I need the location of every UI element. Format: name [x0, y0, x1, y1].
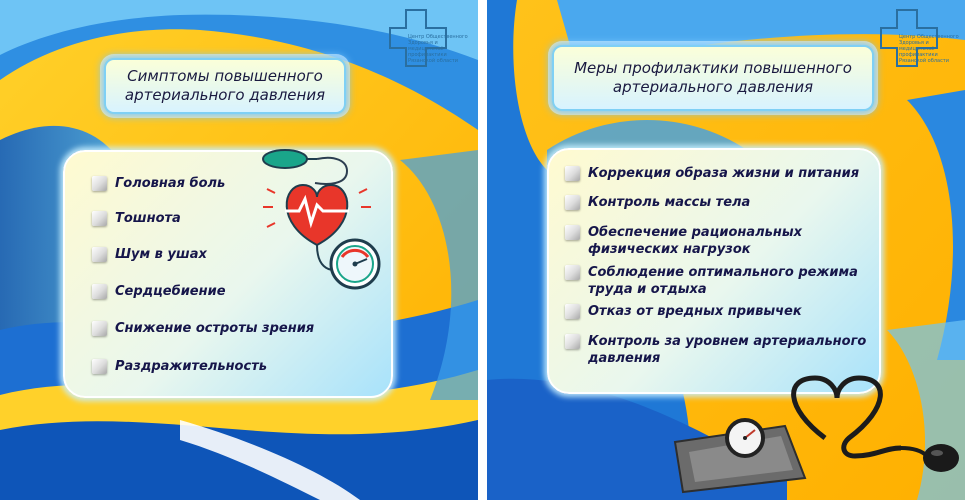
- logo-text: Центр Общественного Здоровья и медицинской профилактики Рязанской области: [408, 34, 468, 64]
- logo: [388, 8, 474, 88]
- right-list-item: [565, 165, 870, 182]
- left-item-text: Раздражительность: [115, 359, 267, 374]
- left-item-text: Головная боль: [115, 176, 226, 191]
- blood-pressure-gauge-icon: [328, 237, 382, 291]
- bullet-icon: [565, 225, 580, 240]
- right-item-text: Контроль за уровнем артериального давления: [588, 334, 867, 366]
- bullet-icon: [92, 247, 107, 262]
- right-list-item: [565, 333, 870, 367]
- left-list-item: [92, 320, 332, 337]
- left-list-item: [92, 358, 332, 375]
- right-title-text: Меры профилактики повышенного артериального давления: [574, 59, 852, 96]
- left-list-item: [92, 175, 262, 192]
- left-title-text: Симптомы повышенного артериального давления: [124, 67, 326, 104]
- bullet-icon: [92, 321, 107, 336]
- bullet-icon: [565, 304, 580, 319]
- right-list-item: [565, 303, 870, 320]
- left-panel: [0, 0, 478, 500]
- right-list-item: [565, 224, 870, 258]
- left-item-text: Снижение остроты зрения: [115, 321, 315, 336]
- right-panel: [487, 0, 965, 500]
- left-item-text: Шум в ушах: [115, 247, 207, 262]
- left-list-item: [92, 246, 262, 263]
- right-item-text: Коррекция образа жизни и питания: [588, 166, 860, 181]
- logo-text: Центр Общественного Здоровья и медицинской профилактики Рязанской области: [899, 34, 959, 64]
- bullet-icon: [92, 176, 107, 191]
- right-title: [552, 45, 874, 111]
- bullet-icon: [92, 211, 107, 226]
- right-item-text: Отказ от вредных привычек: [588, 304, 802, 319]
- bullet-icon: [565, 195, 580, 210]
- bullet-icon: [92, 284, 107, 299]
- left-list-item: [92, 210, 262, 227]
- tonometer-icon: [665, 368, 965, 500]
- right-item-text: Соблюдение оптимального режима труда и отдыха: [588, 265, 858, 297]
- bullet-icon: [92, 359, 107, 374]
- right-item-text: Контроль массы тела: [588, 195, 751, 210]
- left-item-text: Сердцебиение: [115, 284, 226, 299]
- bullet-icon: [565, 265, 580, 280]
- left-item-text: Тошнота: [115, 211, 181, 226]
- logo: [879, 8, 965, 88]
- right-item-text: Обеспечение рациональных физических нагрузок: [588, 225, 802, 257]
- bullet-icon: [565, 166, 580, 181]
- left-title: [104, 58, 346, 114]
- right-list-item: [565, 264, 870, 298]
- right-list-item: [565, 194, 870, 211]
- left-list-item: [92, 283, 262, 300]
- bullet-icon: [565, 334, 580, 349]
